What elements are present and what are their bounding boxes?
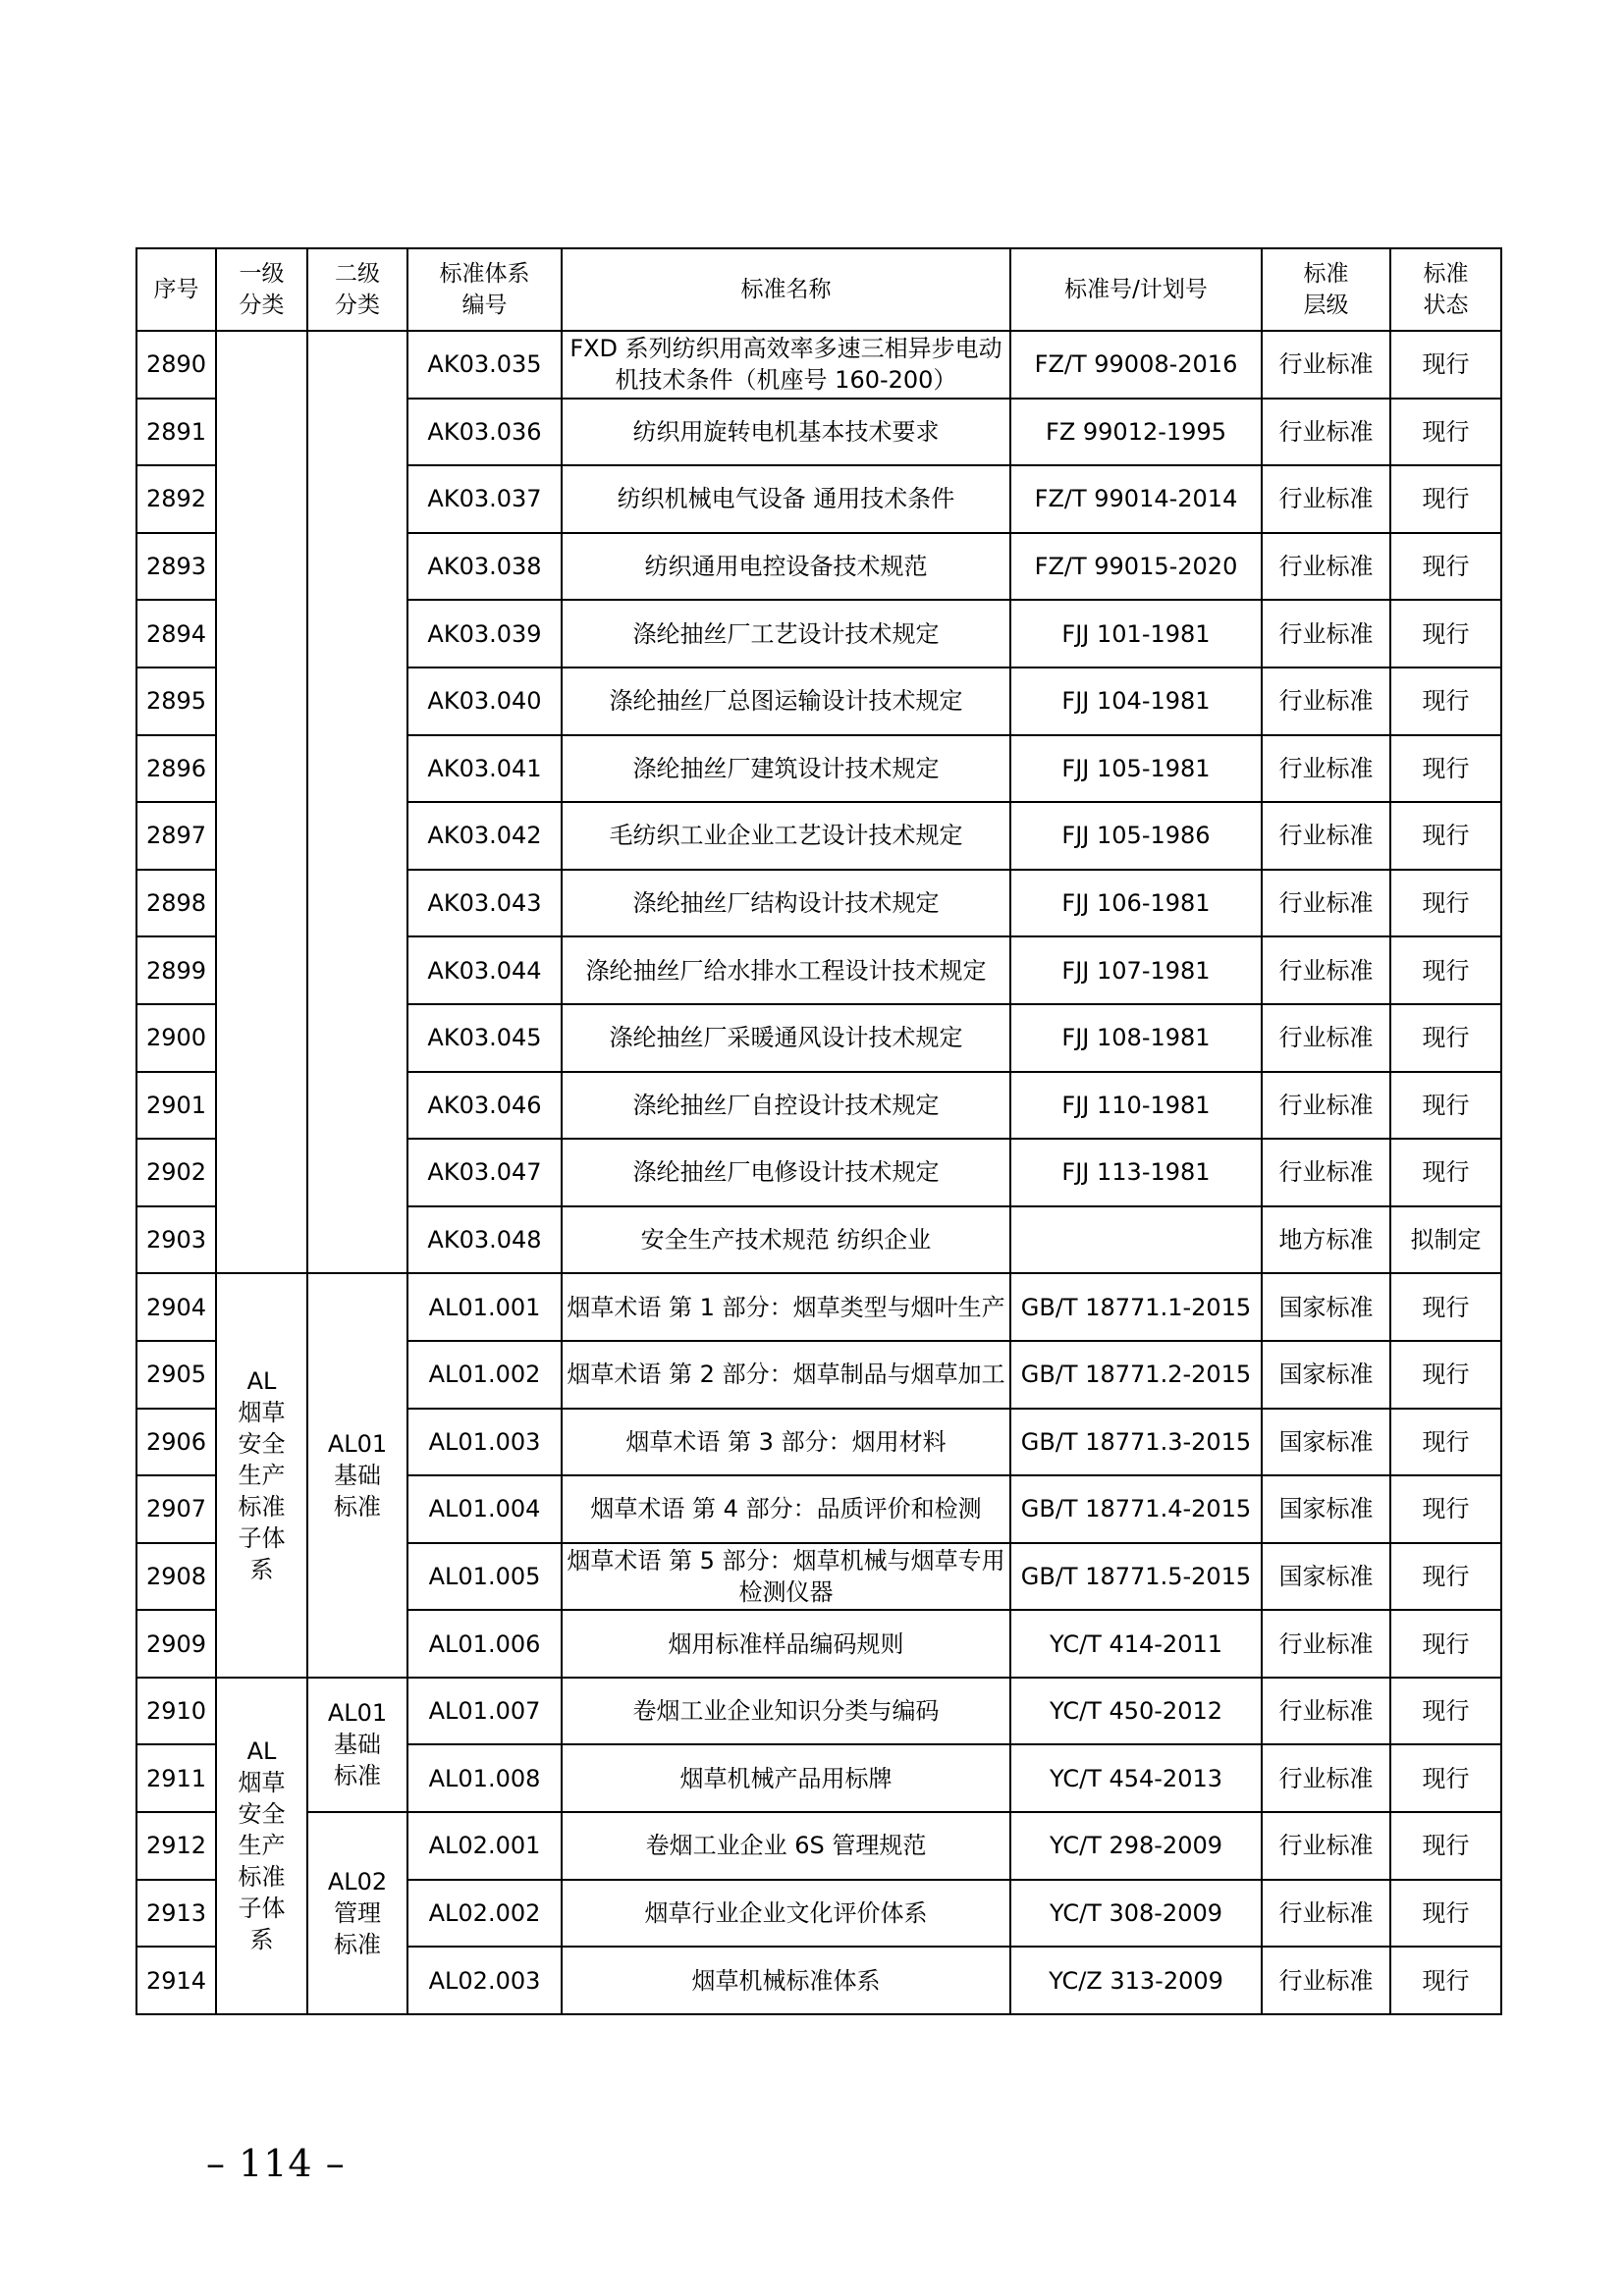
cell-status: 现行 <box>1390 600 1501 667</box>
cell-seq: 2908 <box>136 1543 216 1611</box>
cell-name: 烟草机械标准体系 <box>562 1947 1010 2014</box>
cell-status: 现行 <box>1390 1543 1501 1611</box>
cell-number: FJJ 101-1981 <box>1010 600 1262 667</box>
cell-number: FJJ 105-1981 <box>1010 735 1262 803</box>
cell-number: FJJ 104-1981 <box>1010 667 1262 735</box>
cell-number: FZ/T 99015-2020 <box>1010 533 1262 601</box>
cell-name: 纺织机械电气设备 通用技术条件 <box>562 465 1010 533</box>
cell-level: 国家标准 <box>1262 1543 1390 1611</box>
cell-status: 现行 <box>1390 1273 1501 1341</box>
cell-code: AL01.004 <box>407 1475 562 1543</box>
cell-number: FJJ 108-1981 <box>1010 1004 1262 1072</box>
cell-cat2-al01: AL01 基础 标准 <box>307 1678 407 1812</box>
standards-table <box>135 247 1502 2015</box>
cell-seq: 2902 <box>136 1139 216 1206</box>
cell-status: 现行 <box>1390 1947 1501 2014</box>
cell-code: AK03.044 <box>407 936 562 1004</box>
cell-seq: 2898 <box>136 870 216 937</box>
cell-number: YC/T 414-2011 <box>1010 1610 1262 1678</box>
cell-code: AL02.003 <box>407 1947 562 2014</box>
cell-code: AL01.006 <box>407 1610 562 1678</box>
table-row <box>136 1273 1501 1341</box>
cell-code: AK03.035 <box>407 331 562 399</box>
cell-number: GB/T 18771.3-2015 <box>1010 1409 1262 1476</box>
cell-status: 现行 <box>1390 1341 1501 1409</box>
header-number: 标准号/计划号 <box>1010 248 1262 331</box>
cell-status: 现行 <box>1390 399 1501 466</box>
cell-name: 烟草术语 第 5 部分：烟草机械与烟草专用检测仪器 <box>562 1543 1010 1611</box>
cell-status: 现行 <box>1390 331 1501 399</box>
cell-number: FJJ 110-1981 <box>1010 1072 1262 1140</box>
cell-status: 现行 <box>1390 1475 1501 1543</box>
cell-seq: 2906 <box>136 1409 216 1476</box>
cell-level: 地方标准 <box>1262 1206 1390 1274</box>
cell-status: 现行 <box>1390 1004 1501 1072</box>
header-cat2: 二级 分类 <box>307 248 407 331</box>
cell-number: YC/T 298-2009 <box>1010 1812 1262 1880</box>
cell-level: 行业标准 <box>1262 399 1390 466</box>
cell-level: 行业标准 <box>1262 1678 1390 1745</box>
cell-seq: 2904 <box>136 1273 216 1341</box>
cell-number: GB/T 18771.2-2015 <box>1010 1341 1262 1409</box>
cell-seq: 2899 <box>136 936 216 1004</box>
cell-level: 行业标准 <box>1262 1004 1390 1072</box>
cell-name: FXD 系列纺织用高效率多速三相异步电动机技术条件（机座号 160-200） <box>562 331 1010 399</box>
cell-status: 现行 <box>1390 1610 1501 1678</box>
cell-status: 现行 <box>1390 1409 1501 1476</box>
cell-code: AK03.042 <box>407 802 562 870</box>
cell-code: AK03.043 <box>407 870 562 937</box>
cell-code: AK03.036 <box>407 399 562 466</box>
cell-name: 纺织通用电控设备技术规范 <box>562 533 1010 601</box>
cell-name: 卷烟工业企业知识分类与编码 <box>562 1678 1010 1745</box>
cell-level: 行业标准 <box>1262 735 1390 803</box>
header-sys-code: 标准体系 编号 <box>407 248 562 331</box>
page-number: – 114 – <box>206 2142 346 2185</box>
cell-status: 现行 <box>1390 1072 1501 1140</box>
cell-level: 行业标准 <box>1262 533 1390 601</box>
cell-number: YC/T 308-2009 <box>1010 1880 1262 1948</box>
cell-seq: 2895 <box>136 667 216 735</box>
table-header-row <box>136 248 1501 331</box>
cell-number: FZ 99012-1995 <box>1010 399 1262 466</box>
cell-cat1-al: AL 烟草 安全 生产 标准 子体 系 <box>216 1273 307 1678</box>
cell-seq: 2892 <box>136 465 216 533</box>
cell-name: 涤纶抽丝厂采暖通风设计技术规定 <box>562 1004 1010 1072</box>
cell-number: FJJ 113-1981 <box>1010 1139 1262 1206</box>
cell-status: 现行 <box>1390 1678 1501 1745</box>
cell-seq: 2909 <box>136 1610 216 1678</box>
cell-level: 国家标准 <box>1262 1409 1390 1476</box>
cell-name: 烟草术语 第 4 部分：品质评价和检测 <box>562 1475 1010 1543</box>
cell-cat2-al01: AL01 基础 标准 <box>307 1273 407 1678</box>
cell-number: GB/T 18771.4-2015 <box>1010 1475 1262 1543</box>
cell-name: 烟草术语 第 3 部分：烟用材料 <box>562 1409 1010 1476</box>
cell-level: 行业标准 <box>1262 1139 1390 1206</box>
header-name: 标准名称 <box>562 248 1010 331</box>
cell-level: 行业标准 <box>1262 802 1390 870</box>
header-cat1: 一级 分类 <box>216 248 307 331</box>
cell-level: 行业标准 <box>1262 465 1390 533</box>
cell-seq: 2897 <box>136 802 216 870</box>
cell-number: FJJ 107-1981 <box>1010 936 1262 1004</box>
cell-status: 现行 <box>1390 1880 1501 1948</box>
cell-code: AL01.008 <box>407 1744 562 1812</box>
cell-name: 涤纶抽丝厂结构设计技术规定 <box>562 870 1010 937</box>
cell-name: 涤纶抽丝厂电修设计技术规定 <box>562 1139 1010 1206</box>
cell-code: AK03.041 <box>407 735 562 803</box>
cell-number: FJJ 106-1981 <box>1010 870 1262 937</box>
cell-status: 现行 <box>1390 465 1501 533</box>
cell-level: 行业标准 <box>1262 1744 1390 1812</box>
cell-code: AL02.001 <box>407 1812 562 1880</box>
cell-name: 烟草机械产品用标牌 <box>562 1744 1010 1812</box>
cell-status: 现行 <box>1390 1744 1501 1812</box>
cell-status: 现行 <box>1390 667 1501 735</box>
cell-code: AK03.039 <box>407 600 562 667</box>
cell-seq: 2894 <box>136 600 216 667</box>
cell-cat1-al: AL 烟草 安全 生产 标准 子体 系 <box>216 1678 307 2014</box>
cell-seq: 2913 <box>136 1880 216 1948</box>
cell-status: 现行 <box>1390 1139 1501 1206</box>
table-row <box>136 331 1501 399</box>
cell-level: 行业标准 <box>1262 1610 1390 1678</box>
cell-code: AL01.001 <box>407 1273 562 1341</box>
cell-cat2-empty <box>307 331 407 1273</box>
cell-seq: 2910 <box>136 1678 216 1745</box>
cell-status: 现行 <box>1390 936 1501 1004</box>
cell-number <box>1010 1206 1262 1274</box>
cell-number: YC/T 454-2013 <box>1010 1744 1262 1812</box>
cell-status: 现行 <box>1390 533 1501 601</box>
cell-name: 涤纶抽丝厂工艺设计技术规定 <box>562 600 1010 667</box>
cell-name: 涤纶抽丝厂自控设计技术规定 <box>562 1072 1010 1140</box>
cell-number: YC/T 450-2012 <box>1010 1678 1262 1745</box>
cell-seq: 2890 <box>136 331 216 399</box>
cell-level: 行业标准 <box>1262 870 1390 937</box>
cell-code: AK03.046 <box>407 1072 562 1140</box>
cell-code: AL01.003 <box>407 1409 562 1476</box>
cell-status: 现行 <box>1390 802 1501 870</box>
cell-number: FZ/T 99014-2014 <box>1010 465 1262 533</box>
cell-code: AL01.007 <box>407 1678 562 1745</box>
cell-seq: 2912 <box>136 1812 216 1880</box>
header-status: 标准 状态 <box>1390 248 1501 331</box>
cell-cat1-empty <box>216 331 307 1273</box>
cell-level: 国家标准 <box>1262 1273 1390 1341</box>
cell-status: 现行 <box>1390 1812 1501 1880</box>
cell-name: 烟草术语 第 1 部分：烟草类型与烟叶生产 <box>562 1273 1010 1341</box>
cell-name: 纺织用旋转电机基本技术要求 <box>562 399 1010 466</box>
header-seq: 序号 <box>136 248 216 331</box>
cell-level: 行业标准 <box>1262 1812 1390 1880</box>
cell-seq: 2893 <box>136 533 216 601</box>
header-level: 标准 层级 <box>1262 248 1390 331</box>
cell-level: 行业标准 <box>1262 600 1390 667</box>
cell-level: 行业标准 <box>1262 1880 1390 1948</box>
cell-number: GB/T 18771.5-2015 <box>1010 1543 1262 1611</box>
cell-name: 烟草术语 第 2 部分：烟草制品与烟草加工 <box>562 1341 1010 1409</box>
cell-level: 行业标准 <box>1262 331 1390 399</box>
cell-name: 烟草行业企业文化评价体系 <box>562 1880 1010 1948</box>
cell-seq: 2900 <box>136 1004 216 1072</box>
cell-code: AK03.037 <box>407 465 562 533</box>
cell-number: FZ/T 99008-2016 <box>1010 331 1262 399</box>
cell-seq: 2911 <box>136 1744 216 1812</box>
cell-seq: 2891 <box>136 399 216 466</box>
cell-number: FJJ 105-1986 <box>1010 802 1262 870</box>
cell-code: AL01.005 <box>407 1543 562 1611</box>
cell-level: 行业标准 <box>1262 1072 1390 1140</box>
cell-status: 现行 <box>1390 870 1501 937</box>
cell-name: 毛纺织工业企业工艺设计技术规定 <box>562 802 1010 870</box>
cell-status: 现行 <box>1390 735 1501 803</box>
cell-name: 涤纶抽丝厂总图运输设计技术规定 <box>562 667 1010 735</box>
cell-code: AL01.002 <box>407 1341 562 1409</box>
cell-code: AL02.002 <box>407 1880 562 1948</box>
cell-name: 卷烟工业企业 6S 管理规范 <box>562 1812 1010 1880</box>
table-row <box>136 1812 1501 1880</box>
cell-level: 行业标准 <box>1262 667 1390 735</box>
cell-number: GB/T 18771.1-2015 <box>1010 1273 1262 1341</box>
table-row <box>136 1678 1501 1745</box>
cell-code: AK03.048 <box>407 1206 562 1274</box>
cell-seq: 2914 <box>136 1947 216 2014</box>
cell-cat2-al02: AL02 管理 标准 <box>307 1812 407 2014</box>
cell-name: 烟用标准样品编码规则 <box>562 1610 1010 1678</box>
cell-code: AK03.040 <box>407 667 562 735</box>
cell-seq: 2901 <box>136 1072 216 1140</box>
cell-status: 拟制定 <box>1390 1206 1501 1274</box>
cell-code: AK03.038 <box>407 533 562 601</box>
cell-level: 国家标准 <box>1262 1475 1390 1543</box>
cell-seq: 2903 <box>136 1206 216 1274</box>
cell-seq: 2905 <box>136 1341 216 1409</box>
cell-number: YC/Z 313-2009 <box>1010 1947 1262 2014</box>
cell-level: 行业标准 <box>1262 1947 1390 2014</box>
cell-name: 涤纶抽丝厂建筑设计技术规定 <box>562 735 1010 803</box>
cell-name: 涤纶抽丝厂给水排水工程设计技术规定 <box>562 936 1010 1004</box>
cell-seq: 2907 <box>136 1475 216 1543</box>
cell-code: AK03.047 <box>407 1139 562 1206</box>
cell-seq: 2896 <box>136 735 216 803</box>
cell-level: 行业标准 <box>1262 936 1390 1004</box>
cell-name: 安全生产技术规范 纺织企业 <box>562 1206 1010 1274</box>
cell-level: 国家标准 <box>1262 1341 1390 1409</box>
cell-code: AK03.045 <box>407 1004 562 1072</box>
